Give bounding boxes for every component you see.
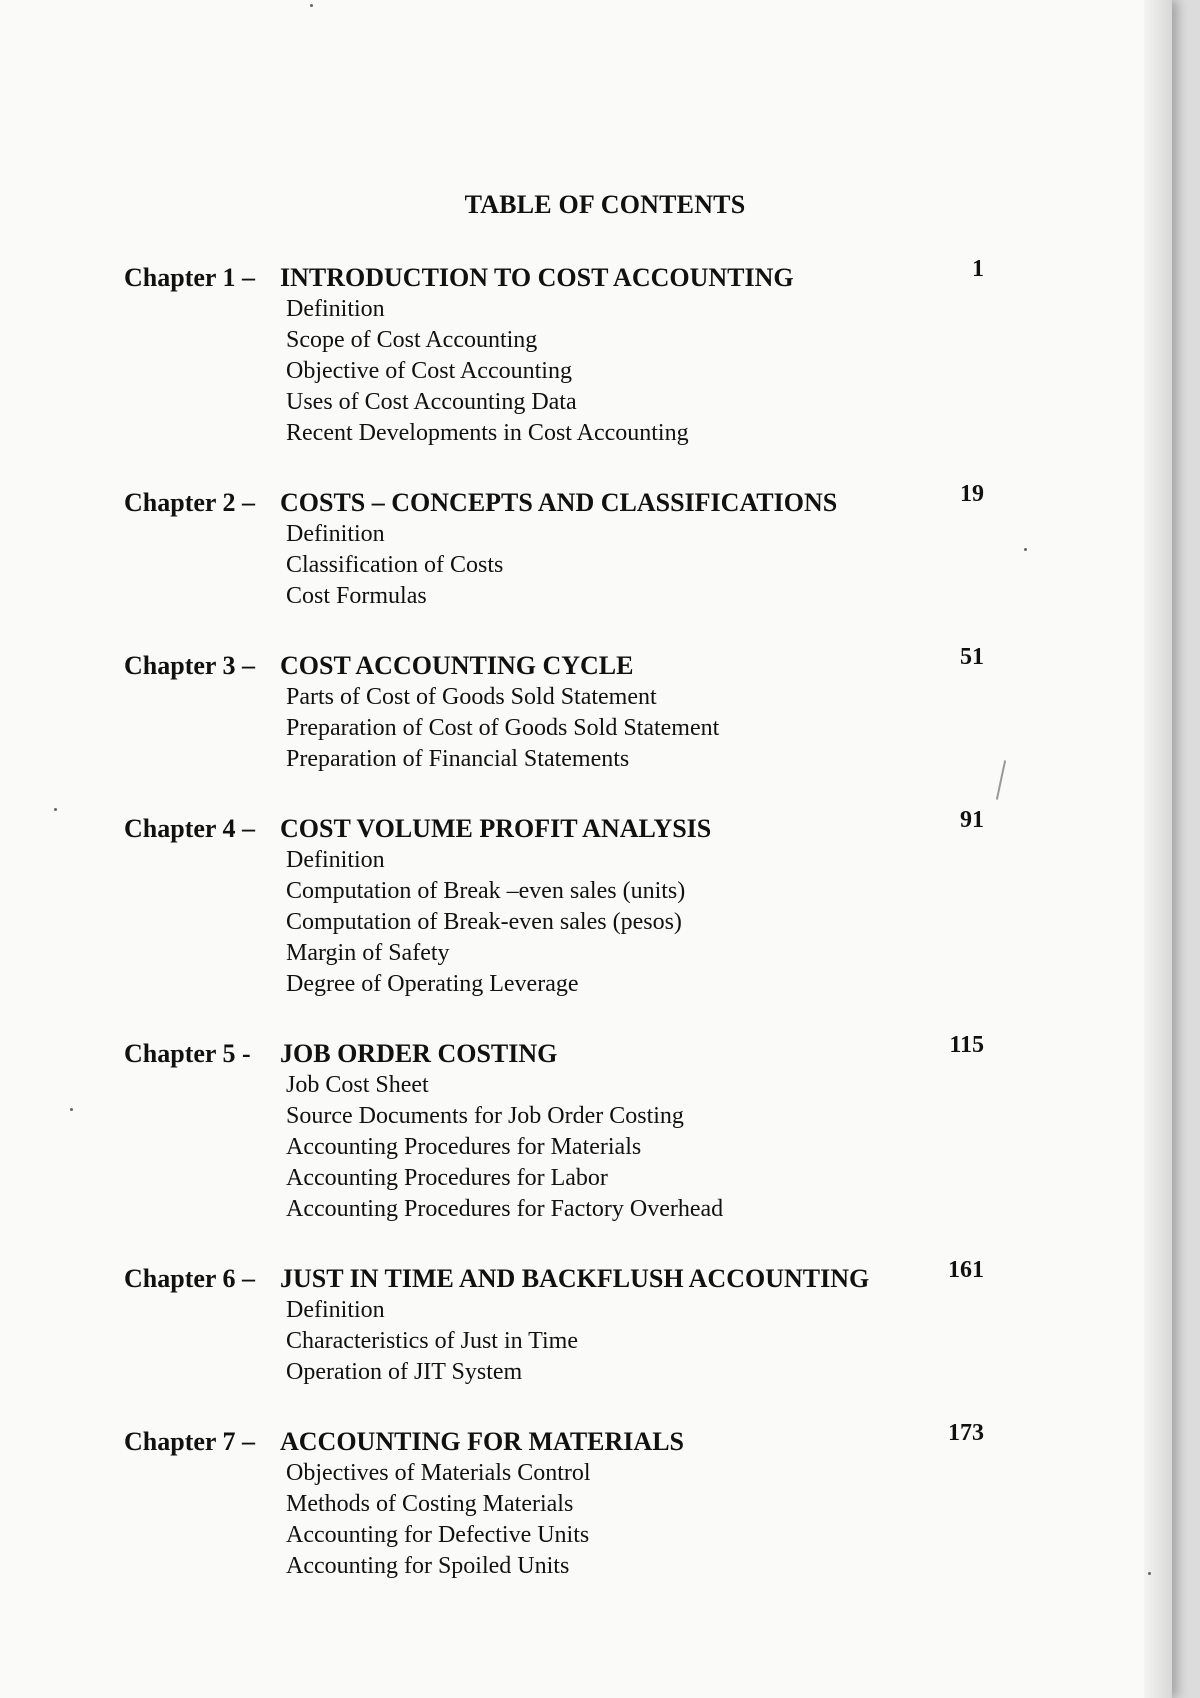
topic-item: Scope of Cost Accounting	[286, 327, 538, 353]
chapter-page-number: 161	[948, 1257, 984, 1283]
scan-speck	[70, 1108, 73, 1111]
scan-speck	[54, 808, 57, 811]
topic-item: Objective of Cost Accounting	[286, 358, 572, 384]
chapter-label: Chapter 7 –	[124, 1427, 255, 1456]
chapter-6	[124, 1257, 984, 1388]
topic-item: Accounting for Spoiled Units	[286, 1553, 570, 1579]
chapter-page-number: 51	[960, 644, 984, 670]
topic-item: Definition	[286, 296, 385, 322]
chapter-page-number: 115	[949, 1032, 984, 1058]
topic-item: Accounting Procedures for Materials	[286, 1134, 642, 1160]
chapter-title: COST VOLUME PROFIT ANALYSIS	[280, 814, 712, 843]
topic-item: Objectives of Materials Control	[286, 1460, 591, 1486]
topic-item: Preparation of Cost of Goods Sold Statement	[286, 715, 720, 741]
topic-item: Uses of Cost Accounting Data	[286, 389, 577, 415]
topic-item: Degree of Operating Leverage	[286, 971, 579, 997]
chapter-label: Chapter 4 –	[124, 814, 255, 843]
scan-artifact	[996, 760, 1006, 800]
topic-list	[124, 294, 984, 449]
chapter-title: JOB ORDER COSTING	[280, 1039, 558, 1068]
chapter-5	[124, 1032, 984, 1225]
topic-item: Computation of Break –even sales (units)	[286, 878, 686, 904]
chapter-title: ACCOUNTING FOR MATERIALS	[280, 1427, 684, 1456]
topic-item: Recent Developments in Cost Accounting	[286, 420, 689, 446]
chapter-page-number: 19	[960, 481, 984, 507]
scan-speck	[1024, 548, 1027, 551]
topic-list	[124, 1070, 984, 1225]
chapter-title: JUST IN TIME AND BACKFLUSH ACCOUNTING	[280, 1264, 870, 1293]
topic-list	[124, 1458, 984, 1582]
topic-item: Job Cost Sheet	[286, 1072, 429, 1098]
topic-item: Methods of Costing Materials	[286, 1491, 574, 1517]
topic-list	[124, 1295, 984, 1388]
chapter-label: Chapter 3 –	[124, 651, 255, 680]
topic-item: Definition	[286, 1297, 385, 1323]
chapter-page-number: 91	[960, 807, 984, 833]
topic-item: Definition	[286, 521, 385, 547]
chapter-title: COSTS – CONCEPTS AND CLASSIFICATIONS	[280, 488, 838, 517]
page-title: TABLE OF CONTENTS	[464, 190, 746, 219]
topic-list	[124, 519, 984, 612]
chapter-label: Chapter 6 –	[124, 1264, 255, 1293]
chapter-title: COST ACCOUNTING CYCLE	[280, 651, 634, 680]
topic-item: Characteristics of Just in Time	[286, 1328, 578, 1354]
chapter-2	[124, 481, 984, 612]
chapter-1	[124, 256, 984, 449]
topic-item: Accounting Procedures for Labor	[286, 1165, 608, 1191]
topic-item: Preparation of Financial Statements	[286, 746, 630, 772]
chapter-4	[124, 807, 984, 1000]
topic-item: Computation of Break-even sales (pesos)	[286, 909, 682, 935]
chapter-label: Chapter 5 -	[124, 1039, 251, 1068]
topic-item: Cost Formulas	[286, 583, 427, 609]
topic-list	[124, 682, 984, 775]
topic-item: Parts of Cost of Goods Sold Statement	[286, 684, 657, 710]
scan-speck	[310, 4, 313, 7]
table-of-contents	[124, 256, 984, 1620]
topic-item: Classification of Costs	[286, 552, 504, 578]
chapter-title: INTRODUCTION TO COST ACCOUNTING	[280, 263, 794, 292]
topic-item: Accounting Procedures for Factory Overhead	[286, 1196, 724, 1222]
chapter-3	[124, 644, 984, 775]
scan-speck	[1148, 1572, 1151, 1575]
topic-list	[124, 845, 984, 1000]
chapter-page-number: 173	[948, 1420, 984, 1446]
chapter-page-number: 1	[972, 256, 984, 282]
topic-item: Definition	[286, 847, 385, 873]
topic-item: Source Documents for Job Order Costing	[286, 1103, 684, 1129]
topic-item: Margin of Safety	[286, 940, 450, 966]
chapter-label: Chapter 2 –	[124, 488, 255, 517]
chapter-label: Chapter 1 –	[124, 263, 255, 292]
topic-item: Operation of JIT System	[286, 1359, 523, 1385]
topic-item: Accounting for Defective Units	[286, 1522, 590, 1548]
page-edge-shadow	[1144, 0, 1172, 1698]
chapter-7	[124, 1420, 984, 1582]
